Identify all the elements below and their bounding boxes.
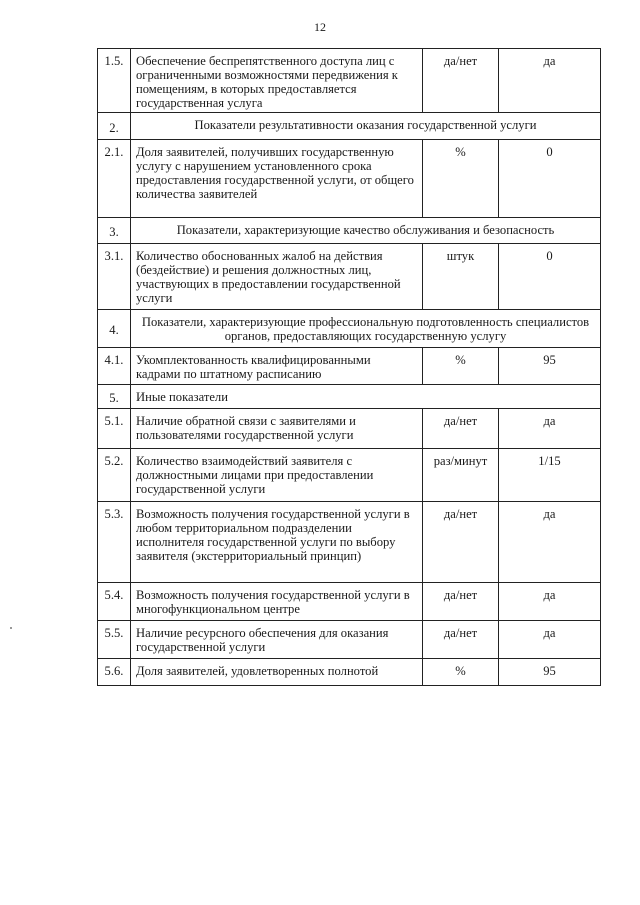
table-row	[98, 140, 601, 218]
table-row	[98, 621, 601, 659]
indicator-value: 1/15	[499, 449, 601, 502]
indicator-value: 0	[499, 140, 601, 218]
table-row	[98, 583, 601, 621]
row-number: 5.5.	[98, 621, 131, 659]
indicator-name: Наличие ресурсного обеспечения для оказания государственной услуги	[131, 621, 423, 659]
section-title: Показатели, характеризующие качество обслуживания и безопасность	[131, 218, 601, 244]
indicator-value: 95	[499, 348, 601, 385]
indicator-name: Обеспечение беспрепятственного доступа лиц с ограниченными возможностями передвижения к помещениям, в которых предоставляется государственная услуга	[131, 49, 423, 113]
table-row	[98, 409, 601, 449]
scan-speck	[10, 627, 12, 629]
row-number: 4.1.	[98, 348, 131, 385]
section-title: Показатели результативности оказания государственной услуги	[131, 113, 601, 140]
section-row	[98, 218, 601, 244]
indicator-value: да	[499, 409, 601, 449]
indicator-name: Доля заявителей, удовлетворенных полнотой	[131, 659, 423, 686]
indicator-value: 95	[499, 659, 601, 686]
section-row	[98, 385, 601, 409]
indicator-name: Возможность получения государственной услуги в многофункциональном центре	[131, 583, 423, 621]
row-number: 1.5.	[98, 49, 131, 113]
row-number: 5.3.	[98, 502, 131, 583]
indicator-unit: раз/минут	[423, 449, 499, 502]
row-number: 5.6.	[98, 659, 131, 686]
indicator-name: Возможность получения государственной услуги в любом территориальном подразделении исполнителя государственной услуги по выбору заявителя (экстерриториальный принцип)	[131, 502, 423, 583]
indicator-unit: %	[423, 659, 499, 686]
section-number: 4.	[98, 310, 131, 348]
indicator-value: 0	[499, 244, 601, 310]
table-row	[98, 49, 601, 113]
indicator-value: да	[499, 621, 601, 659]
row-number: 5.4.	[98, 583, 131, 621]
section-title: Иные показатели	[131, 385, 601, 409]
indicator-name: Доля заявителей, получивших государственную услугу с нарушением установленного срока предоставления государственной услуги, от общего количества заявителей	[131, 140, 423, 218]
indicator-value: да	[499, 49, 601, 113]
section-title: Показатели, характеризующие профессиональную подготовленность специалистов органов, предоставляющих государственную услугу	[131, 310, 601, 348]
indicator-name: Наличие обратной связи с заявителями и пользователями государственной услуги	[131, 409, 423, 449]
indicator-name: Количество обоснованных жалоб на действия (бездействие) и решения должностных лиц, участвующих в предоставлении государственной услуги	[131, 244, 423, 310]
section-row	[98, 310, 601, 348]
table-row	[98, 449, 601, 502]
table-row	[98, 659, 601, 686]
indicators-table	[97, 48, 601, 686]
row-number: 5.2.	[98, 449, 131, 502]
indicator-unit: штук	[423, 244, 499, 310]
page-number: 12	[314, 20, 326, 34]
row-number: 3.1.	[98, 244, 131, 310]
table-row	[98, 502, 601, 583]
indicator-value: да	[499, 502, 601, 583]
section-row	[98, 113, 601, 140]
indicator-unit: да/нет	[423, 583, 499, 621]
indicator-unit: да/нет	[423, 49, 499, 113]
indicator-unit: %	[423, 348, 499, 385]
row-number: 5.1.	[98, 409, 131, 449]
table-row	[98, 348, 601, 385]
indicator-value: да	[499, 583, 601, 621]
indicator-unit: да/нет	[423, 502, 499, 583]
indicator-name: Укомплектованность квалифицированными кадрами по штатному расписанию	[131, 348, 423, 385]
indicator-unit: %	[423, 140, 499, 218]
section-number: 5.	[98, 385, 131, 409]
row-number: 2.1.	[98, 140, 131, 218]
table-row	[98, 244, 601, 310]
section-number: 2.	[98, 113, 131, 140]
indicator-unit: да/нет	[423, 409, 499, 449]
section-number: 3.	[98, 218, 131, 244]
indicator-unit: да/нет	[423, 621, 499, 659]
indicator-name: Количество взаимодействий заявителя с должностными лицами при предоставлении государственной услуги	[131, 449, 423, 502]
